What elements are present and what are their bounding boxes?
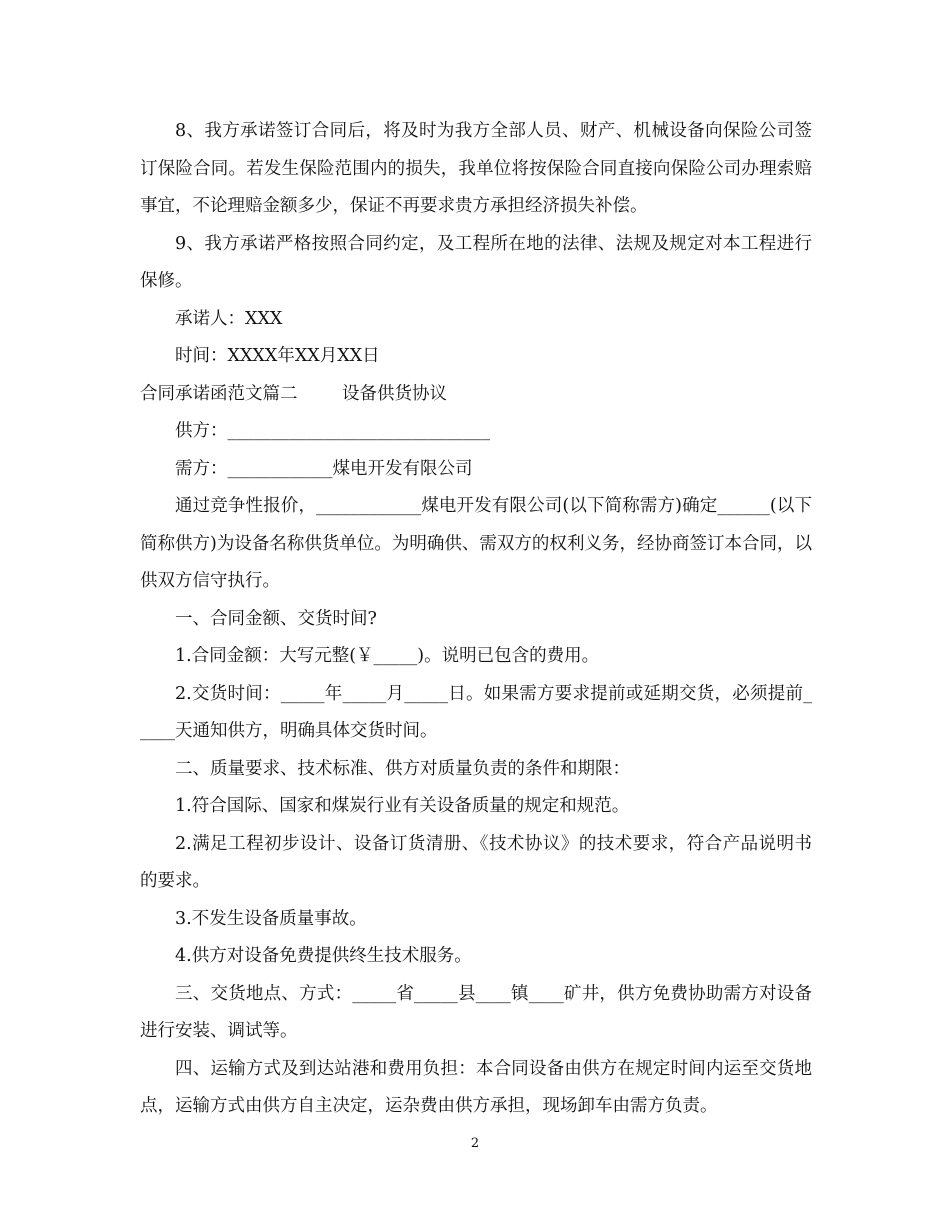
item-quality-standards: 1.符合国际、国家和煤炭行业有关设备质量的规定和规范。 [175,796,630,816]
paragraph-insurance-commitment: 8、我方承诺签订合同后，将及时为我方全部人员、财产、机械设备向保险公司签订保险合同。若发生保险范围内的损失，我单位将按保险合同直接向保险公司办理索赔事宜，不论理赔金额多少，保证不再要求贵方承担经济损失补偿。 [140,121,812,216]
page-number: 2 [470,1136,480,1151]
supplier-line: 供方：______________________________ [175,421,490,441]
item-delivery-time: 2.交货时间：_____年_____月_____日。如果需方要求提前或延期交货，必须提前_____天通知供方，明确具体交货时间。 [140,683,812,741]
item-technical-service: 4.供方对设备免费提供终生技术服务。 [175,946,472,966]
section-title: 合同承诺函范文篇二 设备供货协议 [140,383,448,404]
heading-amount-delivery: 一、合同金额、交货时间? [175,608,377,629]
buyer-line: 需方：____________煤电开发有限公司 [175,458,473,479]
item-contract-amount: 1.合同金额：大写元整(￥_____)。说明已包含的费用。 [175,646,600,666]
heading-quality: 二、质量要求、技术标准、供方对质量负责的条件和期限： [175,758,630,779]
heading-delivery-location: 三、交货地点、方式：_____省_____县____镇____矿井，供方免费协助需方对设备进行安装、调试等。 [140,983,812,1041]
paragraph-introduction: 通过竞争性报价，____________煤电开发有限公司(以下简称需方)确定______(以下简称供方)为设备名称供货单位。为明确供、需双方的权利义务，经协商签订本合同，以供双方信守执行。 [140,496,812,591]
date-line: 时间：XXXX年XX月XX日 [175,346,380,366]
heading-transport: 四、运输方式及到达站港和费用负担：本合同设备由供方在规定时间内运至交货地点，运输方式由供方自主决定，运杂费由供方承担，现场卸车由需方负责。 [140,1058,812,1116]
item-technical-requirements: 2.满足工程初步设计、设备订货清册、《技术协议》的技术要求，符合产品说明书的要求。 [140,833,812,891]
promisor-line: 承诺人：XXX [175,308,283,329]
item-no-accidents: 3.不发生设备质量事故。 [175,908,367,929]
document-body [140,113,812,1126]
paragraph-warranty-commitment: 9、我方承诺严格按照合同约定，及工程所在地的法律、法规及规定对本工程进行保修。 [140,233,812,291]
